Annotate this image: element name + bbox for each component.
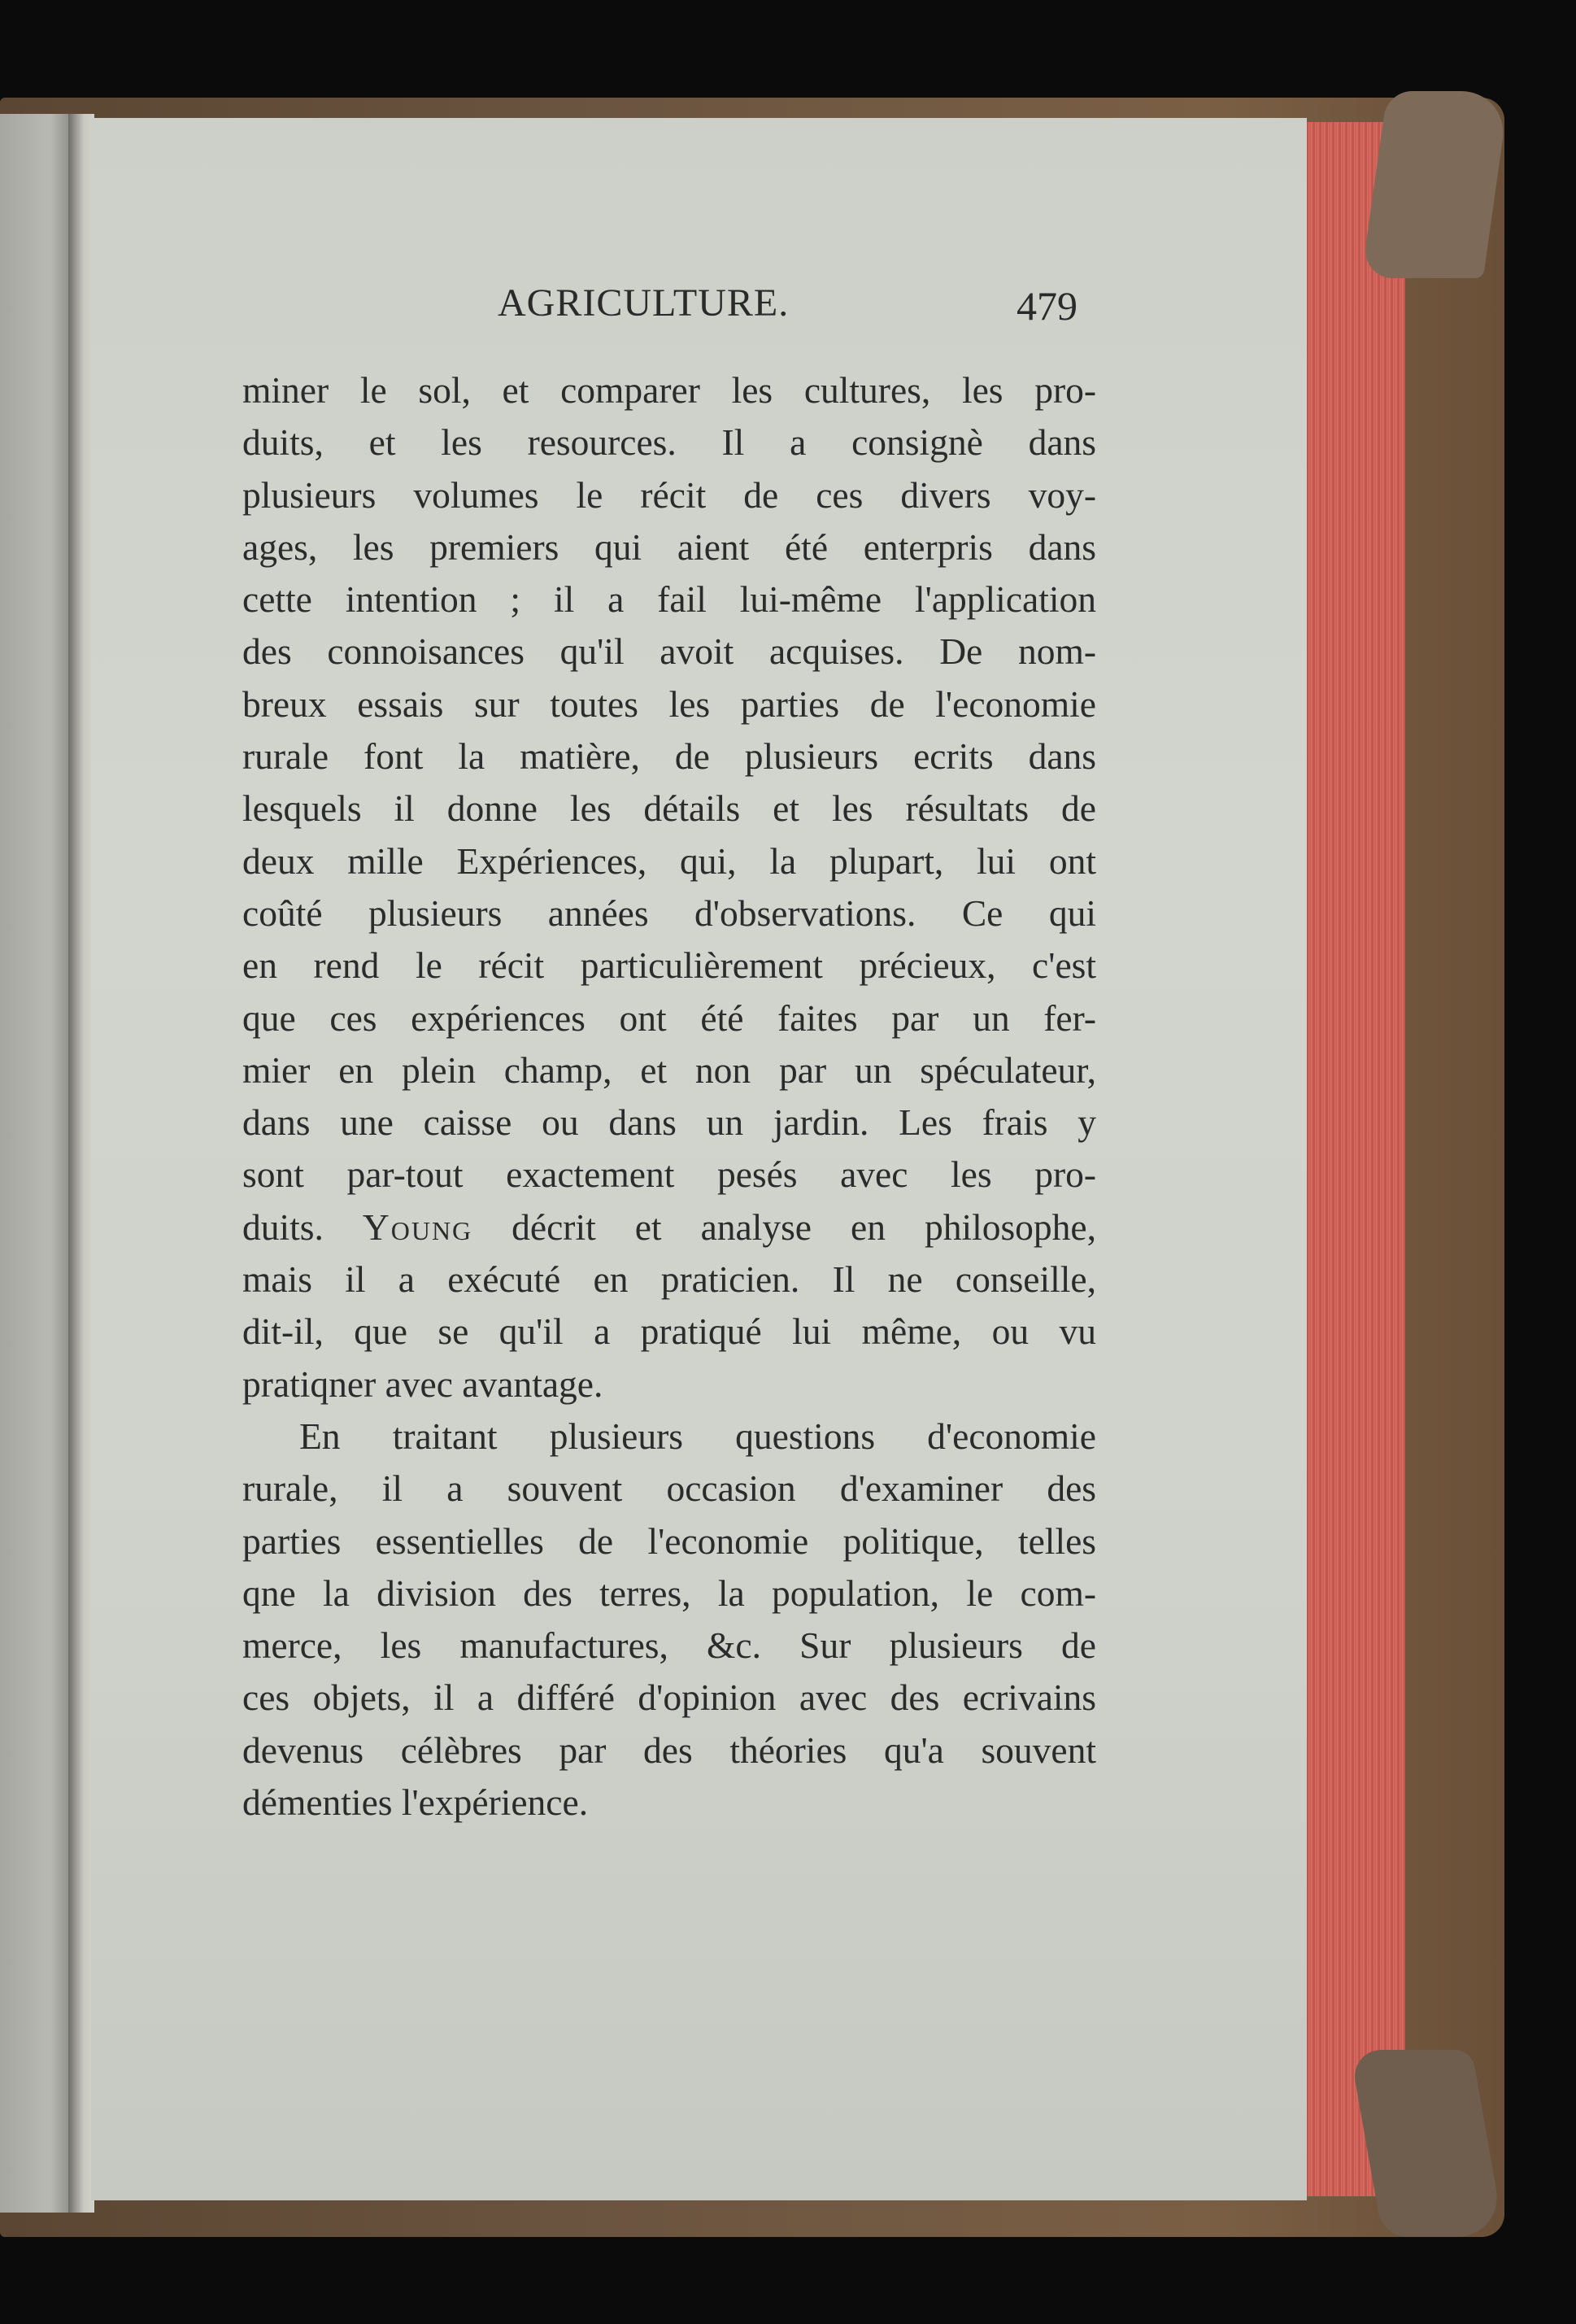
text-line: dit-il, que se qu'il a pratiqué lui même, ou vu: [242, 1310, 1096, 1353]
text-line: mais il a exécuté en praticien. Il ne conseille,: [242, 1258, 1096, 1301]
author-name: Young: [362, 1206, 473, 1248]
text-line: plusieurs volumes le récit de ces divers voy-: [242, 473, 1096, 516]
page-number: 479: [1017, 283, 1078, 329]
text-line: parties essentielles de l'economie politique, telles: [242, 1520, 1096, 1562]
text-line: merce, les manufactures, &c. Sur plusieurs de: [242, 1624, 1096, 1667]
text-line: sont par-tout exactement pesés avec les pro-: [242, 1153, 1096, 1196]
text-line: que ces expériences ont été faites par un fer-: [242, 996, 1096, 1039]
text-line: pratiqner avec avantage.: [242, 1363, 603, 1405]
text-line: en rend le récit particulièrement précieux, c'est: [242, 944, 1096, 987]
text-line: cette intention ; il a fail lui-même l'application: [242, 578, 1096, 621]
red-page-edges: [1303, 122, 1405, 2196]
text-line: ces objets, il a différé d'opinion avec des ecrivains: [242, 1677, 1096, 1719]
text-line: mier en plein champ, et non par un spéculateur,: [242, 1049, 1096, 1091]
text-line: qne la division des terres, la population, le com-: [242, 1572, 1096, 1614]
paragraph-2: [242, 1411, 1096, 1829]
text-line: miner le sol, et comparer les cultures, les pro-: [242, 369, 1096, 411]
text-segment: décrit et analyse en philosophe,: [512, 1206, 1097, 1248]
text-line: dans une caisse ou dans un jardin. Les frais y: [242, 1101, 1096, 1144]
body-text: [242, 364, 1096, 1829]
running-head: AGRICULTURE.: [498, 281, 790, 325]
text-line: coûté plusieurs années d'observations. Ce qui: [242, 892, 1096, 934]
text-line: des connoisances qu'il avoit acquises. De nom-: [242, 630, 1096, 673]
text-line: deux mille Expériences, qui, la plupart, lui ont: [242, 839, 1096, 882]
text-line: duits, et les resources. Il a consignè dans: [242, 421, 1096, 464]
text-segment: duits.: [242, 1206, 324, 1248]
left-page-edge: [0, 114, 72, 2213]
paragraph-1: [242, 364, 1096, 1411]
text-line: ages, les premiers qui aient été enterpris dans: [242, 525, 1096, 568]
text-line: lesquels il donne les détails et les résultats de: [242, 787, 1096, 830]
page-header: [244, 281, 1090, 338]
text-line: démenties l'expérience.: [242, 1781, 589, 1824]
text-line: rurale, il a souvent occasion d'examiner des: [242, 1467, 1096, 1510]
text-line: devenus célèbres par des théories qu'a souvent: [242, 1729, 1096, 1771]
text-line-with-name: [242, 1201, 1096, 1254]
text-line: breux essais sur toutes les parties de l'economie: [242, 682, 1096, 725]
text-line: rurale font la matière, de plusieurs ecrits dans: [242, 735, 1096, 778]
text-line: En traitant plusieurs questions d'economie: [299, 1415, 1096, 1457]
